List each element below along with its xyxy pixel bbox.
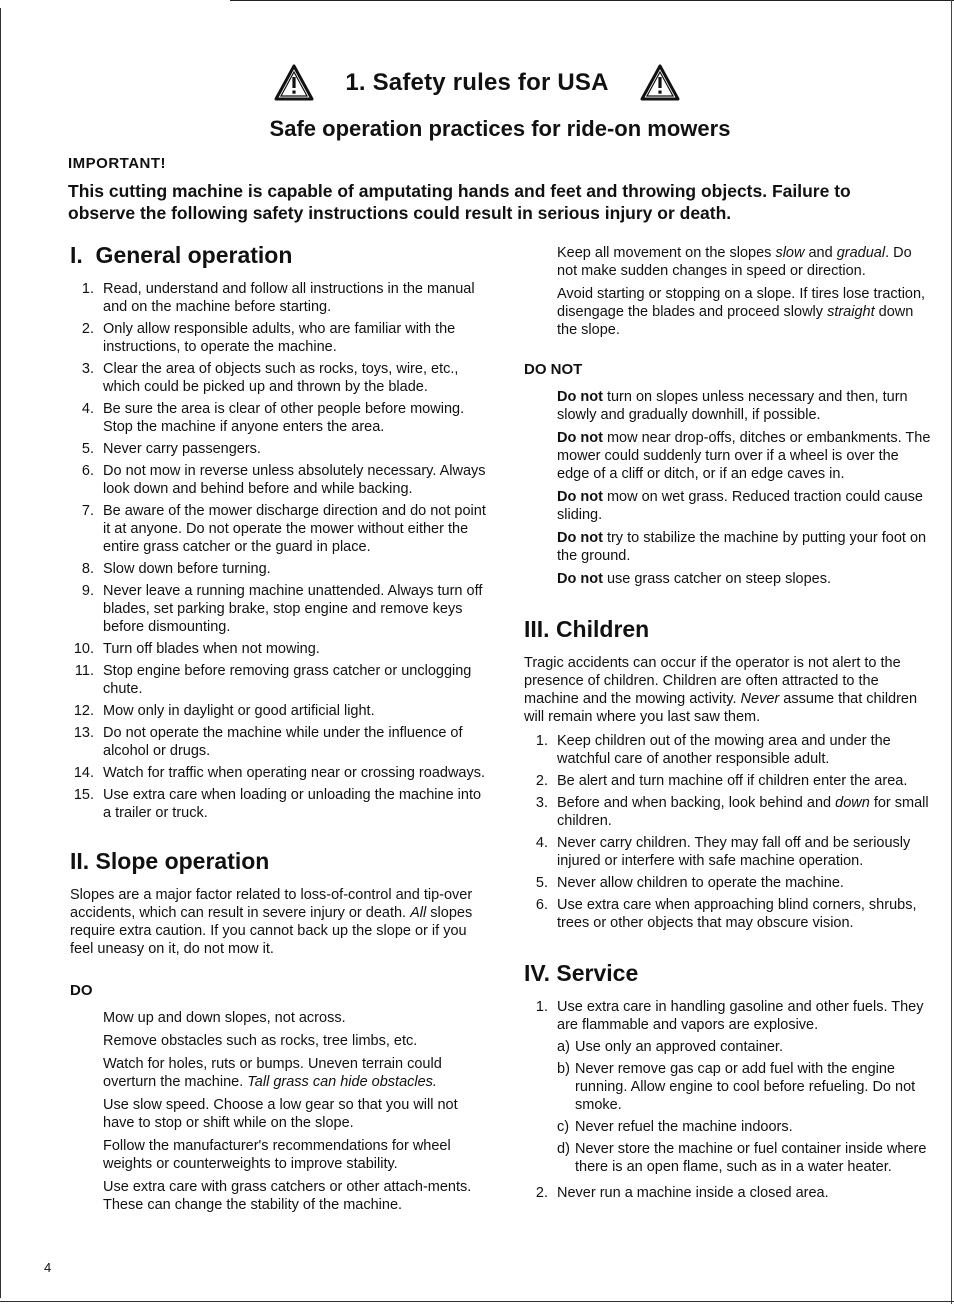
do-item: Watch for holes, ruts or bumps. Uneven terrain could overturn the machine. Tall grass can hide obstacles.: [103, 1056, 442, 1090]
list-item: 6. Use extra care when approaching blind corners, shrubs, trees or other objects that may obscure vision.: [535, 897, 917, 931]
list-item: 10. Turn off blades when not mowing.: [73, 641, 320, 657]
children-intro: Tragic accidents can occur if the operator is not alert to the presence of children. Children are often attracted to the machine and the mowing activity. Never assume that children will remain where you last saw them.: [524, 655, 918, 725]
sub-list-item: d) Never store the machine or fuel container inside where there is an open flame, such as in a water heater.: [557, 1141, 927, 1175]
do-item: Mow up and down slopes, not across.: [103, 1010, 346, 1026]
do-item: Follow the manufacturer's recommendations for wheel weights or counterweights to improve stability.: [103, 1138, 451, 1172]
left-column: [70, 240, 490, 1219]
list-item: 9. Never leave a running machine unattended. Always turn off blades, set parking brake, stop engine and remove keys before dismounting.: [81, 583, 483, 635]
do-not-item: Do not try to stabilize the machine by putting your foot on the ground.: [557, 530, 927, 564]
list-item: 2. Only allow responsible adults, who are familiar with the instructions, to operate the machine.: [81, 321, 456, 355]
important-label: IMPORTANT!: [68, 155, 167, 172]
list-item: 14. Watch for traffic when operating near or crossing roadways.: [73, 765, 486, 781]
do-label: DO: [70, 982, 93, 999]
page-title: 1. Safety rules for USA: [345, 69, 609, 96]
do-item: Use extra care with grass catchers or other attach-ments. These can change the stability of the machine.: [103, 1179, 472, 1213]
list-item: 4. Be sure the area is clear of other people before mowing. Stop the machine if anyone enters the area.: [81, 401, 465, 435]
page-subtitle: Safe operation practices for ride-on mowers: [269, 116, 731, 141]
list-item: 13. Do not operate the machine while under the influence of alcohol or drugs.: [73, 725, 463, 759]
do-not-item: Do not use grass catcher on steep slopes.: [557, 571, 832, 587]
list-item: 6. Do not mow in reverse unless absolutely necessary. Always look down and behind before and while backing.: [81, 463, 486, 497]
warning-triangle-icon: [639, 63, 681, 103]
section-heading-slope-operation: II. Slope operation: [70, 848, 270, 874]
page-frame-bottom: [0, 1301, 954, 1302]
list-item: 5. Never allow children to operate the machine.: [535, 875, 844, 891]
do-not-item: Do not mow near drop-offs, ditches or embankments. The mower could suddenly turn over if a wheel is over the edge of a cliff or ditch, or if an edge caves in.: [557, 430, 931, 482]
do-not-label: DO NOT: [524, 361, 583, 378]
section-heading-service: IV. Service: [524, 960, 639, 986]
service-list: [524, 998, 934, 1202]
list-item: 7. Be aware of the mower discharge direction and do not point it at anyone. Do not operate the mower without either the entire grass catcher or the guard in place.: [81, 503, 486, 555]
sub-list-item: b) Never remove gas cap or add fuel with the engine running. Allow engine to cool before refueling. Do not smoke.: [557, 1061, 916, 1113]
list-item: 4. Never carry children. They may fall off and be seriously injured or interfere with safe machine operation.: [535, 835, 911, 869]
general-operation-list: [70, 280, 490, 822]
do-not-item: Do not mow on wet grass. Reduced traction could cause sliding.: [557, 489, 923, 523]
list-item: 8. Slow down before turning.: [81, 561, 271, 577]
page-frame-right: [951, 0, 952, 1304]
warning-triangle-icon: [273, 63, 315, 103]
slope-intro: Slopes are a major factor related to loss-of-control and tip-over accidents, which can result in severe injury or death. All slopes require extra caution. If you cannot back up the slope or if you feel uneasy on it, do not mow it.: [70, 887, 473, 957]
list-item: 12. Mow only in daylight or good artificial light.: [73, 703, 375, 719]
page-frame-left: [0, 8, 1, 1298]
title-row: [0, 60, 954, 106]
right-column: [524, 244, 934, 1206]
do-item: Use slow speed. Choose a low gear so that you will not have to stop or shift while on the slope.: [103, 1097, 458, 1131]
list-item: 3. Clear the area of objects such as rocks, toys, wire, etc., which could be picked up and thrown by the blade.: [81, 361, 459, 395]
list-item: 2. Never run a machine inside a closed area.: [535, 1185, 829, 1201]
do-not-item: Do not turn on slopes unless necessary and then, turn slowly and gradually downhill, if possible.: [557, 389, 908, 423]
list-item: 15. Use extra care when loading or unloading the machine into a trailer or truck.: [73, 787, 482, 821]
section-heading-children: III. Children: [524, 616, 650, 642]
sub-list-item: c) Never refuel the machine indoors.: [557, 1119, 793, 1135]
sub-list-item: a) Use only an approved container.: [557, 1039, 783, 1055]
list-item: 5. Never carry passengers.: [81, 441, 261, 457]
do-item: Remove obstacles such as rocks, tree limbs, etc.: [103, 1033, 418, 1049]
page-frame-top: [230, 0, 954, 1]
list-item: 1. Read, understand and follow all instructions in the manual and on the machine before starting.: [81, 281, 475, 315]
list-item: 1. Keep children out of the mowing area and under the watchful care of another responsible adult.: [535, 733, 891, 767]
service-sub-list: [557, 1038, 934, 1176]
list-item: 2. Be alert and turn machine off if children enter the area.: [535, 773, 908, 789]
warning-text: This cutting machine is capable of amputating hands and feet and throwing objects. Failure to observe the following safety instructions could result in serious injury or death.: [68, 181, 851, 223]
section-heading-general-operation: I. General operation: [70, 242, 293, 268]
page-number: 4: [44, 1260, 52, 1275]
list-item: 1. Use extra care in handling gasoline and other fuels. They are flammable and vapors are explosive. a) Use only an approved container. b) Never remove gas cap or add fuel with the engine running. Allow engine to cool before refueling. Do not smoke. c) Never refuel the machine indoors. d) Never store the machine or fuel container inside where there is an open flame, such as in a water heater.: [524, 998, 934, 1180]
children-list: [524, 732, 934, 932]
avoid-starting-text: Avoid starting or stopping on a slope. If tires lose traction, disengage the blades and proceed slowly straight down the slope.: [557, 286, 926, 338]
list-item: 11. Stop engine before removing grass catcher or unclogging chute.: [74, 663, 472, 697]
list-item: 3. Before and when backing, look behind and down for small children.: [535, 795, 929, 829]
keep-movement-text: Keep all movement on the slopes slow and gradual. Do not make sudden changes in speed or direction.: [557, 245, 912, 279]
